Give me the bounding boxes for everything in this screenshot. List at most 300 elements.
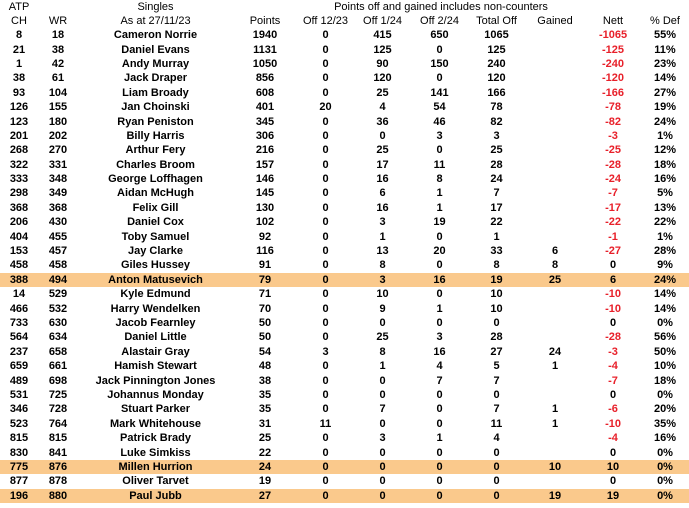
- cell-nett: -17: [605, 201, 621, 214]
- cell-off-2: 25: [376, 144, 389, 157]
- cell-nett: -28: [605, 158, 621, 171]
- cell-nett: -7: [608, 374, 618, 387]
- cell-off-3: 0: [436, 388, 443, 401]
- cell-name: Toby Samuel: [121, 230, 190, 243]
- cell-off-3: 0: [436, 72, 443, 85]
- cell-points: 25: [258, 432, 272, 445]
- cell-gained: 8: [551, 259, 559, 272]
- cell-points: 401: [255, 101, 275, 114]
- cell-gained: [525, 186, 585, 200]
- cell-nett: -1: [608, 230, 618, 243]
- cell-wr: 876: [38, 460, 78, 474]
- cell-off-2: 1: [379, 360, 386, 373]
- cell-name: Mark Whitehouse: [109, 417, 202, 430]
- cell-total-off: 33: [490, 245, 503, 258]
- cell-off-1: 0: [322, 72, 329, 85]
- col-header-as-at: As at 27/11/23: [120, 15, 191, 27]
- cell-off-2: 3: [379, 432, 386, 445]
- cell-off-1: 0: [322, 288, 329, 301]
- cell-gained: [525, 129, 585, 143]
- cell-nett: -3: [608, 345, 618, 358]
- cell-points: 35: [258, 403, 272, 416]
- cell-off-3: 0: [436, 446, 443, 459]
- cell-off-1: 0: [322, 388, 329, 401]
- cell-total-off: 19: [468, 273, 525, 287]
- cell-off-1: 0: [322, 475, 329, 488]
- cell-wr: 532: [48, 302, 68, 315]
- cell-total-off: 8: [493, 259, 500, 272]
- cell-pct-def: 0%: [641, 460, 689, 474]
- cell-ch: 388: [0, 273, 38, 287]
- cell-nett: -7: [608, 187, 618, 200]
- cell-wr: 38: [51, 43, 65, 56]
- cell-wr: 61: [51, 72, 65, 85]
- cell-off-2: 415: [373, 29, 392, 42]
- cell-total-off: 1065: [484, 29, 509, 42]
- table-row: [0, 172, 689, 186]
- cell-off-3: 16: [433, 345, 446, 358]
- cell-off-3: 3: [436, 129, 443, 142]
- cell-total-off: 4: [493, 432, 500, 445]
- cell-off-3: 3: [436, 331, 443, 344]
- cell-wr: 878: [48, 475, 68, 488]
- cell-off-1: 0: [322, 403, 329, 416]
- cell-wr: 457: [48, 245, 68, 258]
- cell-wr: 764: [48, 417, 68, 430]
- cell-name: Stuart Parker: [120, 403, 191, 416]
- cell-off-3: 11: [433, 158, 446, 171]
- table-row: [0, 388, 689, 402]
- table-row: [0, 316, 689, 330]
- cell-total-off: 7: [493, 403, 500, 416]
- cell-wr: 661: [48, 360, 68, 373]
- table-row: [0, 100, 689, 114]
- cell-off-2: 7: [379, 403, 386, 416]
- cell-name: Felix Gill: [132, 201, 179, 214]
- cell-off-2: 17: [376, 158, 389, 171]
- cell-off-3: 20: [433, 245, 446, 258]
- col-header-wr: WR: [48, 15, 68, 27]
- cell-ch: 368: [9, 201, 29, 214]
- cell-nett: -27: [605, 245, 621, 258]
- cell-off-3: 16: [411, 273, 468, 287]
- col-header-off-3: Off 2/24: [420, 15, 459, 27]
- cell-name: Daniel Evans: [121, 43, 190, 56]
- cell-off-3: 1: [436, 201, 443, 214]
- table-row: [0, 359, 689, 373]
- cell-gained: [525, 86, 585, 100]
- cell-pct-def: 35%: [654, 417, 677, 430]
- cell-off-3: 0: [411, 489, 468, 503]
- cell-points: 35: [258, 388, 272, 401]
- cell-name: Harry Wendelken: [110, 302, 201, 315]
- table-row: [0, 474, 689, 488]
- cell-pct-def: 1%: [657, 129, 673, 142]
- table-row: [0, 301, 689, 315]
- cell-name: Cameron Norrie: [113, 29, 198, 42]
- cell-off-2: 120: [373, 72, 392, 85]
- cell-off-3: 0: [436, 317, 443, 329]
- col-header-nett: Nett: [602, 15, 624, 27]
- cell-pct-def: 27%: [654, 86, 677, 99]
- cell-off-2: 6: [379, 187, 386, 200]
- cell-ch: 126: [9, 101, 29, 114]
- cell-name: Oliver Tarvet: [122, 475, 189, 488]
- cell-wr: 331: [48, 158, 68, 171]
- table-row: [0, 460, 689, 474]
- cell-ch: 346: [9, 403, 29, 416]
- cell-off-1: 0: [322, 173, 329, 186]
- cell-total-off: 24: [490, 173, 503, 186]
- cell-points: 27: [233, 489, 297, 503]
- cell-points: 50: [258, 317, 272, 329]
- cell-name: Jack Draper: [124, 72, 187, 85]
- cell-nett: 0: [609, 317, 617, 329]
- cell-gained: [525, 114, 585, 128]
- cell-off-2: 0: [354, 489, 411, 503]
- cell-off-3: 0: [436, 144, 443, 157]
- cell-off-3: 0: [436, 43, 443, 56]
- cell-nett: 0: [609, 388, 617, 401]
- col-header-off-1: Off 12/23: [302, 15, 349, 27]
- cell-total-off: 0: [493, 388, 500, 401]
- header-atp: ATP: [8, 1, 30, 13]
- cell-pct-def: 1%: [657, 230, 673, 243]
- cell-total-off: 120: [487, 72, 506, 85]
- table-row: [0, 57, 689, 71]
- cell-points: 157: [255, 158, 275, 171]
- table-row: [0, 229, 689, 243]
- cell-off-1: 0: [297, 273, 354, 287]
- cell-off-3: 54: [433, 101, 446, 114]
- cell-wr: 658: [48, 345, 68, 358]
- cell-off-2: 3: [354, 273, 411, 287]
- cell-off-2: 36: [376, 115, 389, 128]
- cell-off-1: 0: [322, 317, 329, 329]
- cell-total-off: 78: [490, 101, 503, 114]
- cell-wr: 880: [38, 489, 78, 503]
- cell-total-off: 25: [490, 144, 503, 157]
- cell-name: Luke Simkiss: [120, 446, 191, 459]
- cell-points: 608: [255, 86, 275, 99]
- cell-gained: 6: [551, 245, 559, 258]
- cell-ch: 489: [9, 374, 29, 387]
- cell-total-off: 0: [493, 475, 500, 488]
- cell-total-off: 166: [487, 86, 506, 99]
- cell-off-3: 46: [433, 115, 446, 128]
- cell-off-2: 4: [379, 101, 386, 114]
- cell-total-off: 10: [490, 302, 503, 315]
- cell-ch: 404: [9, 230, 29, 243]
- cell-ch: 458: [9, 259, 29, 272]
- cell-points: 1940: [252, 29, 278, 42]
- table-row: [0, 402, 689, 416]
- cell-points: 19: [258, 475, 272, 488]
- cell-ch: 201: [9, 129, 29, 142]
- cell-nett: -166: [602, 86, 625, 99]
- cell-off-1: 0: [322, 86, 329, 99]
- cell-pct-def: 22%: [654, 216, 677, 229]
- col-header-points: Points: [249, 15, 281, 27]
- cell-gained: [525, 287, 585, 301]
- cell-points: 54: [258, 345, 272, 358]
- cell-off-2: 125: [373, 43, 392, 56]
- cell-nett: -22: [605, 216, 621, 229]
- cell-gained: [525, 215, 585, 229]
- header-row-2: [0, 14, 689, 28]
- cell-off-2: 8: [379, 259, 386, 272]
- cell-name: Patrick Brady: [120, 432, 191, 445]
- cell-total-off: 7: [493, 374, 500, 387]
- cell-off-3: 0: [436, 288, 443, 301]
- cell-gained: [525, 373, 585, 387]
- table-row: [0, 417, 689, 431]
- cell-pct-def: 0%: [657, 475, 673, 488]
- table-row: [0, 114, 689, 128]
- cell-off-1: 0: [322, 216, 329, 229]
- cell-nett: -24: [605, 173, 621, 186]
- cell-ch: 466: [9, 302, 29, 315]
- cell-name: Billy Harris: [126, 129, 185, 142]
- cell-total-off: 0: [493, 446, 500, 459]
- cell-gained: [525, 474, 585, 488]
- cell-points: 24: [233, 460, 297, 474]
- cell-pct-def: 12%: [654, 144, 677, 157]
- cell-off-1: 0: [322, 158, 329, 171]
- cell-name: Jack Pinnington Jones: [95, 374, 216, 387]
- cell-total-off: 28: [490, 331, 503, 344]
- cell-pct-def: 20%: [654, 403, 677, 416]
- table-row: [0, 244, 689, 258]
- cell-ch: 815: [9, 432, 29, 445]
- cell-off-3: 650: [430, 29, 449, 42]
- cell-nett: -125: [602, 43, 625, 56]
- cell-pct-def: 18%: [654, 374, 677, 387]
- cell-name: Andy Murray: [121, 57, 190, 70]
- cell-name: Hamish Stewart: [114, 360, 197, 373]
- cell-ch: 830: [9, 446, 29, 459]
- cell-total-off: 7: [493, 187, 500, 200]
- cell-gained: [525, 42, 585, 56]
- cell-gained: [525, 301, 585, 315]
- cell-total-off: 11: [490, 417, 503, 430]
- cell-nett: -4: [608, 432, 618, 445]
- cell-pct-def: 9%: [657, 259, 673, 272]
- cell-points: 1131: [253, 43, 277, 56]
- cell-pct-def: 0%: [641, 489, 689, 503]
- cell-points: 856: [255, 72, 275, 85]
- cell-ch: 153: [9, 245, 29, 258]
- cell-pct-def: 13%: [654, 201, 677, 214]
- cell-off-2: 16: [376, 201, 389, 214]
- cell-ch: 93: [12, 86, 26, 99]
- cell-nett: 0: [609, 259, 617, 272]
- cell-points: 1050: [252, 57, 278, 70]
- cell-off-1: 0: [322, 57, 329, 70]
- cell-pct-def: 14%: [654, 288, 677, 301]
- cell-total-off: 17: [490, 201, 503, 214]
- cell-ch: 196: [0, 489, 38, 503]
- cell-off-3: 0: [436, 403, 443, 416]
- table-row: [0, 273, 689, 287]
- cell-nett: -6: [608, 403, 618, 416]
- cell-pct-def: 55%: [654, 29, 677, 42]
- cell-nett: 10: [585, 460, 641, 474]
- cell-off-1: 0: [322, 331, 329, 344]
- cell-off-3: 0: [436, 230, 443, 243]
- cell-name: George Loffhagen: [108, 173, 203, 186]
- cell-wr: 368: [48, 201, 68, 214]
- cell-ch: 298: [9, 187, 29, 200]
- cell-name: Paul Jubb: [78, 489, 233, 503]
- cell-total-off: 3: [493, 129, 500, 142]
- cell-ch: 733: [9, 317, 29, 329]
- cell-points: 48: [258, 360, 272, 373]
- cell-gained: [525, 388, 585, 402]
- cell-total-off: 5: [493, 360, 500, 373]
- cell-gained: [525, 143, 585, 157]
- cell-wr: 634: [48, 331, 68, 344]
- cell-total-off: 22: [490, 216, 503, 229]
- cell-wr: 155: [48, 101, 68, 114]
- cell-wr: 180: [48, 115, 68, 128]
- col-header-ch: CH: [11, 15, 27, 27]
- cell-name: Arthur Fery: [125, 144, 186, 157]
- cell-total-off: 28: [490, 158, 503, 171]
- cell-pct-def: 10%: [654, 360, 677, 373]
- header-row-1: [0, 0, 689, 14]
- cell-off-1: 0: [322, 446, 329, 459]
- cell-points: 146: [255, 173, 275, 186]
- cell-off-1: 0: [322, 245, 329, 258]
- cell-off-3: 0: [436, 475, 443, 488]
- cell-total-off: 1: [493, 230, 500, 243]
- cell-nett: -28: [605, 331, 621, 344]
- cell-gained: [525, 57, 585, 71]
- cell-gained: [525, 28, 585, 42]
- cell-pct-def: 0%: [657, 446, 673, 459]
- cell-ch: 775: [0, 460, 38, 474]
- cell-total-off: 10: [490, 288, 503, 301]
- table-row: [0, 431, 689, 445]
- col-header-off-2: Off 1/24: [363, 15, 402, 27]
- table-row: [0, 71, 689, 85]
- table-row: [0, 129, 689, 143]
- cell-off-1: 0: [322, 43, 329, 56]
- cell-off-1: 0: [322, 302, 329, 315]
- cell-name: Jan Choinski: [121, 101, 190, 114]
- cell-wr: 202: [48, 129, 68, 142]
- cell-off-1: 0: [322, 187, 329, 200]
- cell-ch: 38: [12, 72, 26, 85]
- cell-off-1: 0: [322, 29, 329, 42]
- cell-wr: 630: [48, 317, 68, 329]
- cell-wr: 841: [48, 446, 68, 459]
- cell-total-off: 27: [490, 345, 503, 358]
- cell-off-1: 3: [322, 345, 329, 358]
- cell-nett: -82: [605, 115, 621, 128]
- cell-pct-def: 11%: [654, 43, 676, 56]
- cell-ch: 333: [9, 173, 29, 186]
- cell-off-2: 90: [376, 57, 389, 70]
- cell-pct-def: 16%: [654, 173, 677, 186]
- cell-wr: 815: [48, 432, 68, 445]
- cell-gained: [525, 229, 585, 243]
- cell-off-1: 0: [322, 129, 329, 142]
- cell-pct-def: 28%: [654, 245, 677, 258]
- cell-pct-def: 14%: [654, 302, 677, 315]
- cell-gained: [525, 100, 585, 114]
- cell-off-2: 3: [379, 216, 386, 229]
- cell-wr: 455: [48, 230, 68, 243]
- cell-total-off: 0: [493, 317, 500, 329]
- cell-points: 71: [258, 288, 272, 301]
- cell-pct-def: 16%: [654, 432, 677, 445]
- cell-points: 116: [256, 245, 274, 258]
- cell-pct-def: 14%: [654, 72, 677, 85]
- cell-off-1: 0: [322, 230, 329, 243]
- cell-off-3: 0: [411, 460, 468, 474]
- cell-off-2: 0: [379, 374, 386, 387]
- table-row: [0, 445, 689, 459]
- cell-nett: -120: [602, 72, 625, 85]
- cell-off-3: 19: [433, 216, 446, 229]
- table-row: [0, 373, 689, 387]
- cell-nett: -10: [605, 417, 621, 430]
- cell-ch: 877: [9, 475, 29, 488]
- table-row: [0, 28, 689, 42]
- cell-gained: 24: [548, 345, 562, 358]
- cell-off-1: 0: [297, 460, 354, 474]
- cell-off-3: 4: [436, 360, 443, 373]
- cell-pct-def: 56%: [654, 331, 677, 344]
- cell-pct-def: 0%: [657, 388, 673, 401]
- cell-points: 79: [233, 273, 297, 287]
- cell-off-3: 8: [436, 173, 443, 186]
- cell-name: Kyle Edmund: [120, 288, 191, 301]
- cell-name: Giles Hussey: [120, 259, 191, 272]
- table-row: [0, 201, 689, 215]
- cell-points: 306: [255, 129, 275, 142]
- cell-gained: 1: [551, 403, 559, 416]
- table-row: [0, 287, 689, 301]
- cell-ch: 1: [15, 57, 23, 70]
- cell-wr: 725: [48, 388, 68, 401]
- table-row: [0, 345, 689, 359]
- cell-name: Jacob Fearnley: [115, 317, 196, 329]
- cell-nett: -10: [605, 288, 621, 301]
- col-header-pct-def: % Def: [650, 15, 680, 27]
- cell-nett: -4: [608, 360, 618, 373]
- header-singles: Singles: [137, 1, 174, 13]
- cell-wr: 728: [48, 403, 68, 416]
- cell-nett: -10: [605, 302, 621, 315]
- cell-name: Daniel Cox: [127, 216, 184, 229]
- cell-off-2: 1: [379, 230, 386, 243]
- cell-pct-def: 19%: [654, 101, 677, 114]
- table-body: [0, 28, 689, 503]
- cell-off-1: 0: [322, 374, 329, 387]
- cell-wr: 494: [38, 273, 78, 287]
- table-row: [0, 330, 689, 344]
- cell-pct-def: 0%: [657, 317, 673, 329]
- cell-off-2: 0: [379, 475, 386, 488]
- cell-points: 345: [255, 115, 275, 128]
- cell-gained: 1: [551, 360, 559, 373]
- cell-pct-def: 24%: [641, 273, 689, 287]
- cell-off-2: 13: [376, 245, 389, 258]
- cell-ch: 8: [15, 29, 23, 42]
